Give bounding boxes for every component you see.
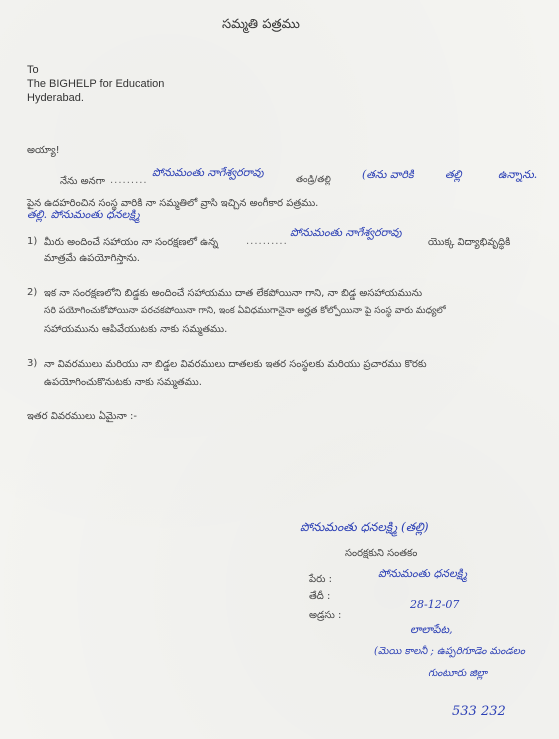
page-title: సమ్మతి పత్రము [222,17,300,32]
guardian-signature: పోనుమంతు ధనలక్ష్మి (తల్లి) [300,520,429,534]
item3-line-1: నా వివరములు మరియు నా బిడ్డల వివరములు దాతలకు ఇతర సంస్థలకు మరియు ప్రచారము కొరకు [44,359,427,370]
intro-line-2: పైన ఉదహరించిన సంస్థ వారికి నా సమ్మతిలో వ్రాసి ఇచ్చిన అంగీకార పత్రము. [27,198,319,209]
item1-number: 1) [27,236,38,247]
item1-dots: .......... [246,236,288,247]
handwritten-relation-3: ఉన్నాను. [498,168,538,181]
address-line-1: లాలాపేట, [410,623,453,636]
other-details: ఇతర వివరములు ఏమైనా :- [27,411,137,422]
addressee-org: The BIGHELP for Education [27,78,165,90]
date-value: 28-12-07 [410,598,460,611]
item3-line-2: ఉపయోగించుకొనుటకు నాకు సమ్మతము. [44,377,202,388]
addressee-city: Hyderabad. [27,92,84,104]
item1-line-2: మాత్రమే ఉపయోగిస్తాను. [44,253,140,264]
name-value: పోనుమంతు ధనలక్ష్మి [378,567,468,580]
item1-text-a: మీరు అందించే సహాయం నా సంరక్షణలో ఉన్న [44,237,219,248]
handwritten-relation: (తను వారికి [362,168,414,181]
item2-line-3: సహాయమును ఆపివేయుటకు నాకు సమ్మతము. [44,324,228,335]
date-label: తేదీ : [309,591,331,602]
address-line-3: గుంటూరు జిల్లా [428,668,488,679]
signature-label: సంరక్షకుని సంతకం [345,548,418,559]
item1-text-b: యొక్క విద్యాభివృద్ధికి [428,237,511,248]
handwritten-relation-2: తల్లి [445,168,462,181]
item2-line-1: ఇక నా సంరక్షణలోని బిడ్డకు అందించే సహాయము దాత లేకపోయినా గాని, నా బిడ్డ అసహాయమును [44,288,423,299]
item2-line-2: సరి పయోగించుకోపోయినా పరచకపోయినా గాని, ఇంక ఏవిధముగానైనా అర్హత కోల్పోయినా పై సంస్థ వారు మధ్యలో [44,305,446,316]
intro-text-1: నేను అనగా [60,176,105,187]
handwritten-child: తల్లి. పోనుమంతు ధనలక్ష్మి [27,208,140,221]
address-line-2: (మెయి కాలనీ ; ఉప్పరిగూడెం మండలం [374,646,525,657]
salutation: అయ్యా! [27,145,60,156]
item3-number: 3) [27,358,38,369]
item2-number: 2) [27,287,38,298]
name-label: పేరు : [309,574,333,585]
handwritten-name: పోనుమంతు నాగేశ్వరరావు [152,166,264,179]
item1-handwritten: పోనుమంతు నాగేశ్వరరావు [290,226,402,239]
intro-dots-1: ......... [110,175,148,186]
addressee-to: To [27,64,39,76]
reference-number: 533 232 [452,704,506,719]
address-label: అడ్రసు : [309,610,342,621]
intro-text-2: తండ్రి/తల్లి [296,175,331,185]
